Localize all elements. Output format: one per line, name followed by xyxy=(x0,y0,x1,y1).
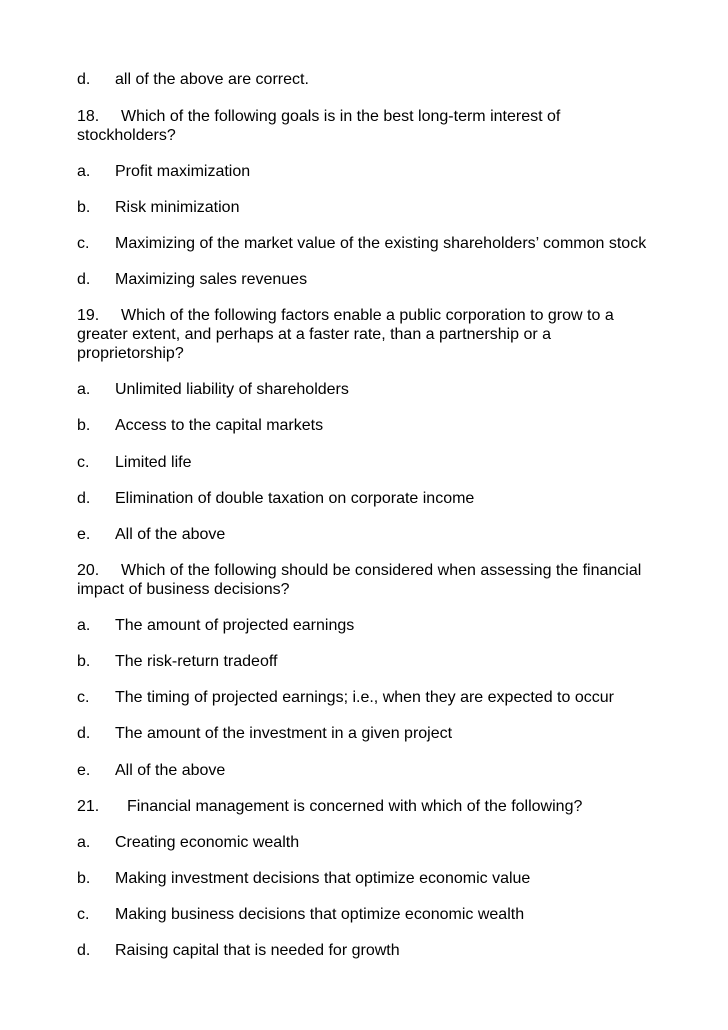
option-text: Profit maximization xyxy=(115,163,251,180)
option-text: Making business decisions that optimize economic wealth xyxy=(115,906,525,923)
option-letter: b. xyxy=(77,653,91,670)
option-row xyxy=(77,380,349,399)
option-text: Elimination of double taxation on corporate income xyxy=(115,490,475,507)
option-letter: a. xyxy=(77,617,91,634)
option-row xyxy=(77,162,250,181)
question-18-stem xyxy=(77,107,560,126)
option-letter: e. xyxy=(77,762,91,779)
question-text-line: Which of the following should be considered when assessing the financial xyxy=(121,562,642,579)
question-21-stem xyxy=(77,797,582,816)
option-text: The amount of projected earnings xyxy=(115,617,355,634)
option-letter: e. xyxy=(77,526,91,543)
option-letter: c. xyxy=(77,689,90,706)
option-row xyxy=(77,869,530,888)
option-row xyxy=(77,70,309,89)
question-number: 20. xyxy=(77,562,100,579)
question-text-line: Which of the following goals is in the best long-term interest of xyxy=(121,108,561,125)
question-text-line: Which of the following factors enable a public corporation to grow to a xyxy=(121,307,614,324)
option-row xyxy=(77,270,307,289)
question-text-line: proprietorship? xyxy=(77,345,184,362)
option-letter: d. xyxy=(77,71,91,88)
option-letter: d. xyxy=(77,942,91,959)
question-text-line: greater extent, and perhaps at a faster rate, than a partnership or a xyxy=(77,326,552,343)
option-letter: b. xyxy=(77,870,91,887)
question-text-line: Financial management is concerned with which of the following? xyxy=(127,798,583,815)
option-row xyxy=(77,234,646,253)
question-text-line: impact of business decisions? xyxy=(77,581,290,598)
option-text: The risk-return tradeoff xyxy=(115,653,278,670)
option-text: Limited life xyxy=(115,454,192,471)
option-row xyxy=(77,416,323,435)
option-letter: b. xyxy=(77,199,91,216)
option-text: All of the above xyxy=(115,762,226,779)
option-row xyxy=(77,453,191,472)
option-row xyxy=(77,688,614,707)
option-text: The timing of projected earnings; i.e., when they are expected to occur xyxy=(115,689,614,706)
option-text: all of the above are correct. xyxy=(115,71,309,88)
option-text: Creating economic wealth xyxy=(115,834,300,851)
option-row xyxy=(77,489,474,508)
question-number: 21. xyxy=(77,798,100,815)
option-letter: c. xyxy=(77,454,90,471)
option-text: Making investment decisions that optimize economic value xyxy=(115,870,531,887)
question-20-stem xyxy=(77,561,641,580)
option-row xyxy=(77,905,524,924)
option-text: Raising capital that is needed for growth xyxy=(115,942,400,959)
option-row xyxy=(77,616,354,635)
option-letter: c. xyxy=(77,235,90,252)
option-text: Unlimited liability of shareholders xyxy=(115,381,349,398)
option-letter: a. xyxy=(77,834,91,851)
option-letter: d. xyxy=(77,490,91,507)
question-number: 19. xyxy=(77,307,100,324)
option-row xyxy=(77,525,225,544)
option-text: All of the above xyxy=(115,526,226,543)
option-letter: d. xyxy=(77,725,91,742)
question-number: 18. xyxy=(77,108,100,125)
option-letter: b. xyxy=(77,417,91,434)
option-letter: a. xyxy=(77,163,91,180)
option-row xyxy=(77,833,299,852)
option-row xyxy=(77,652,277,671)
option-text: Risk minimization xyxy=(115,199,240,216)
question-text-line: stockholders? xyxy=(77,127,176,144)
option-letter: c. xyxy=(77,906,90,923)
question-19-stem xyxy=(77,306,614,325)
option-letter: d. xyxy=(77,271,91,288)
option-text: Access to the capital markets xyxy=(115,417,324,434)
option-text: The amount of the investment in a given project xyxy=(115,725,453,742)
option-text: Maximizing sales revenues xyxy=(115,271,308,288)
option-row xyxy=(77,941,400,960)
option-row xyxy=(77,724,452,743)
option-letter: a. xyxy=(77,381,91,398)
option-row xyxy=(77,198,239,217)
option-row xyxy=(77,761,225,780)
option-text: Maximizing of the market value of the existing shareholders’ common stock xyxy=(115,235,647,252)
